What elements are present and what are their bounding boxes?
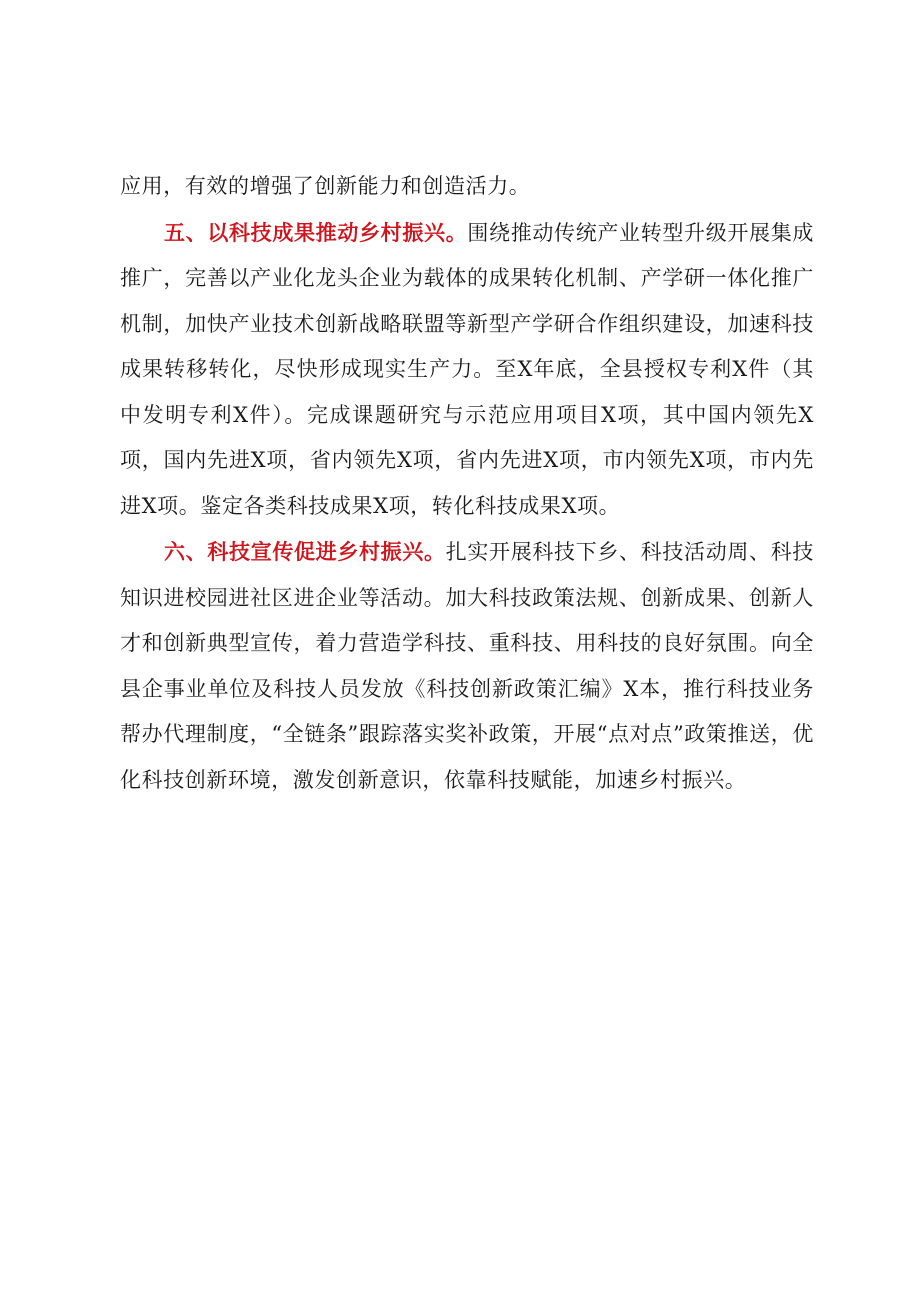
paragraph-section-5 — [120, 210, 814, 530]
paragraph-section-6 — [120, 529, 814, 803]
section-heading-6: 六、科技宣传促进乡村振兴。 — [164, 539, 446, 564]
paragraph-text: 扎实开展科技下乡、科技活动周、科技知识进校园进社区进企业等活动。加大科技政策法规、创新成果、创新人才和创新典型宣传，着力营造学科技、重科技、用科技的良好氛围。向全县企事业单位及科技人员发放《科技创新政策汇编》X本，推行科技业务帮办代理制度，“全链条”跟踪落实奖补政策，开展“点对点”政策推送，优化科技创新环境，激发创新意识，依靠科技赋能，加速乡村振兴。 — [120, 540, 814, 792]
paragraph-continuation — [120, 164, 814, 210]
paragraph-text: 围绕推动传统产业转型升级开展集成推广，完善以产业化龙头企业为载体的成果转化机制、产学研一体化推广机制，加快产业技术创新战略联盟等新型产学研合作组织建设，加速科技成果转移转化，尽快形成现实生产力。至X年底，全县授权专利X件（其中发明专利X件）。完成课题研究与示范应用项目X项，其中国内领先X项，国内先进X项，省内领先X项，省内先进X项，市内领先X项，市内先进X项。鉴定各类科技成果X项，转化科技成果X项。 — [120, 220, 814, 518]
document-body — [120, 164, 814, 803]
section-heading-5: 五、以科技成果推动乡村振兴。 — [164, 219, 468, 245]
paragraph-text: 应用，有效的增强了创新能力和创造活力。 — [120, 174, 531, 198]
